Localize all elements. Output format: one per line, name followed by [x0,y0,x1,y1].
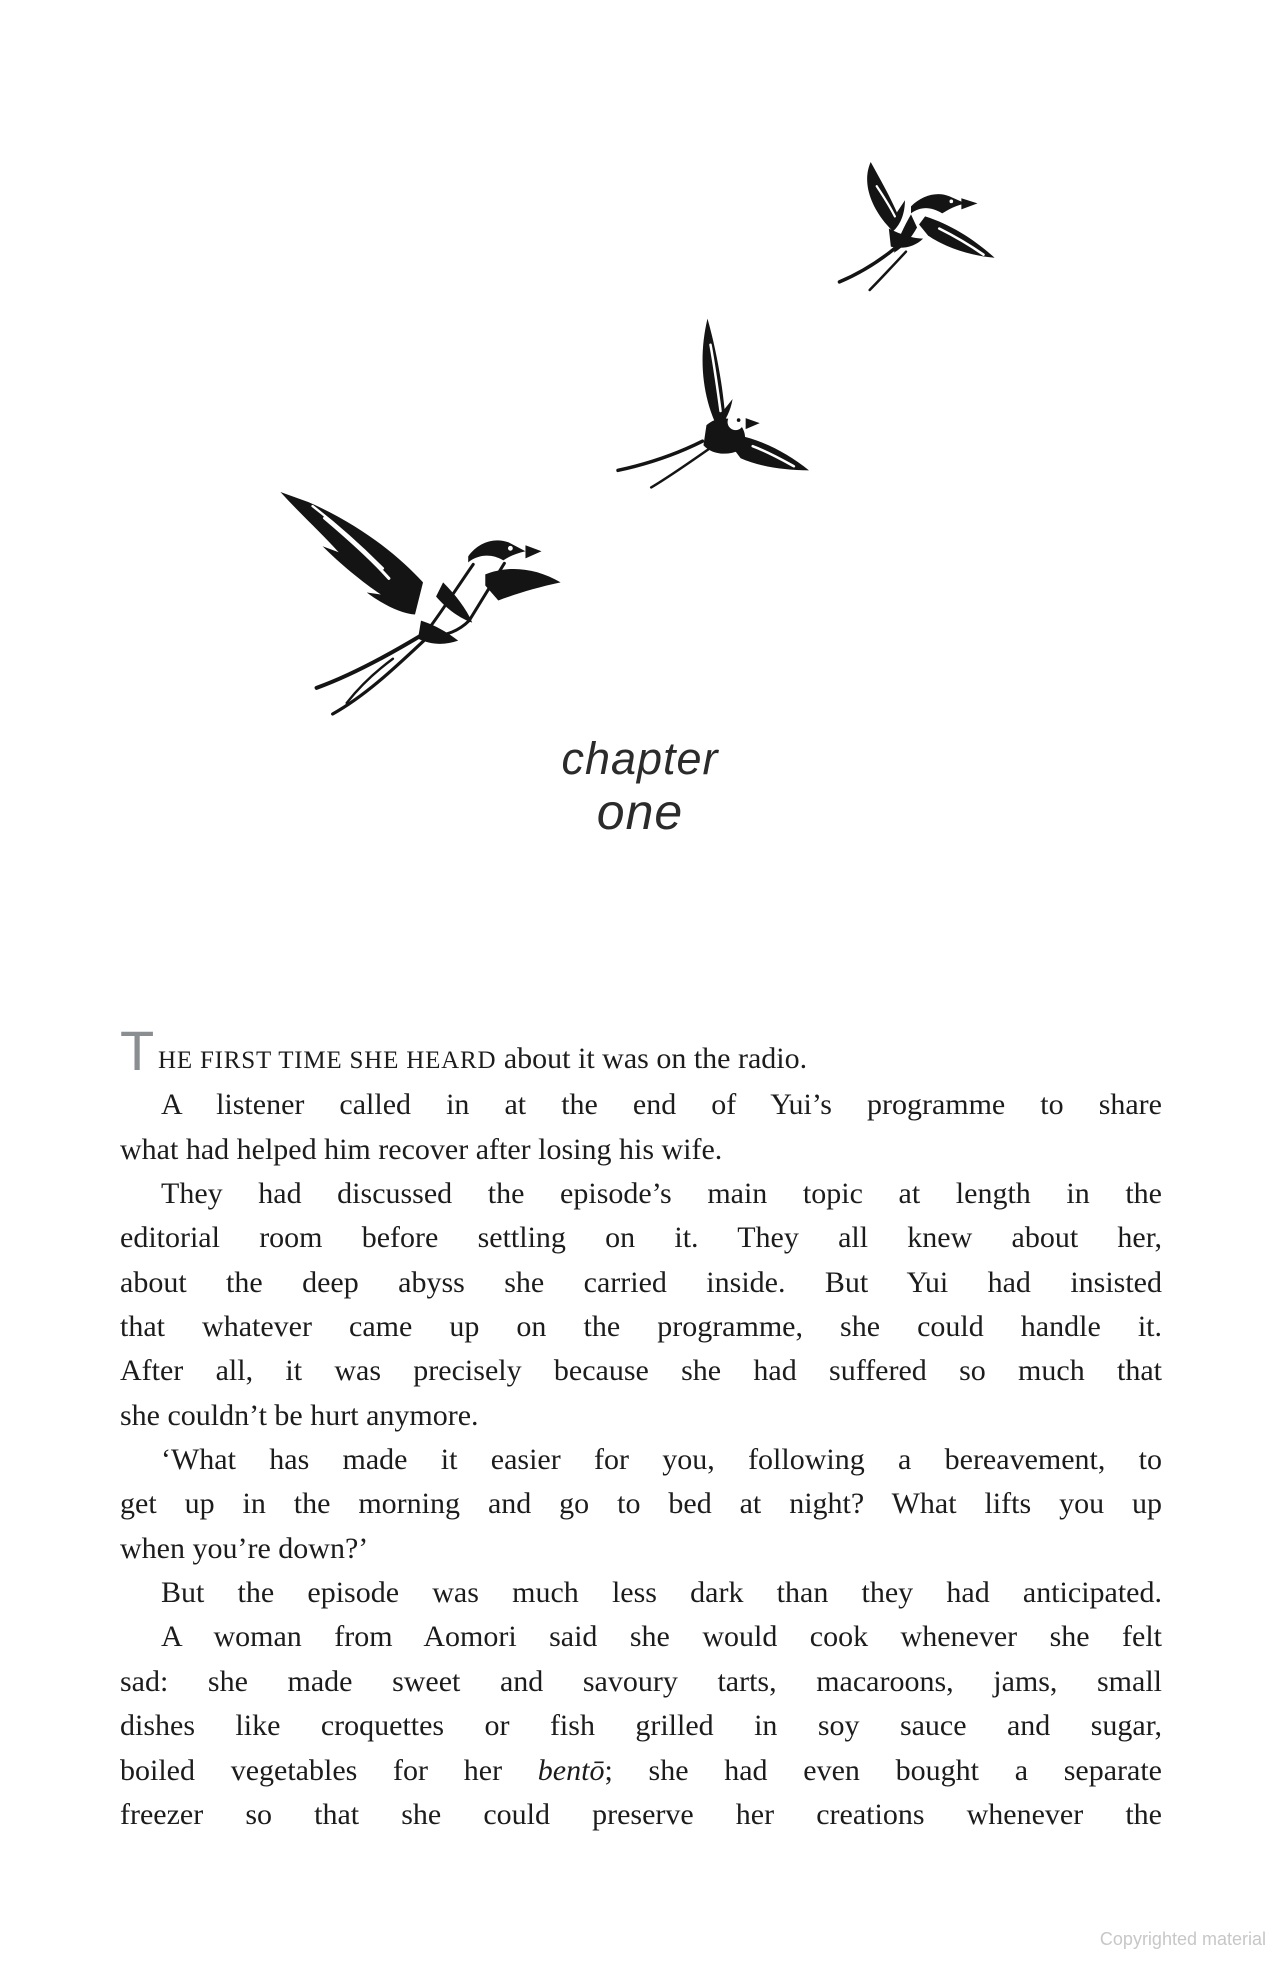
text-line: dishes like croquettes or fish grilled in soy sauce and sugar, [120,1709,1162,1743]
chapter-label: chapter [561,733,719,784]
swallow-icon [826,158,998,294]
text-line: get up in the morning and go to bed at night? What lifts you up [120,1487,1162,1521]
text-line: that whatever came up on the programme, she could handle it. [120,1310,1162,1344]
text-line: she couldn’t be hurt anymore. [120,1398,479,1432]
drop-cap: T [120,1019,155,1082]
text-line [120,1749,1162,1793]
text-line: They had discussed the episode’s main topic at length in the [161,1177,1162,1211]
line-text: boiled vegetables for her [120,1753,538,1787]
body-text [120,1019,1162,1837]
swallow-icon [272,482,564,718]
chapter-heading [0,733,1280,841]
text-line: when you’re down?’ [120,1531,369,1565]
copyright-watermark: Copyrighted material [1099,1929,1266,1949]
text-line [120,1019,1162,1083]
swallow-icon [610,312,816,494]
text-line: editorial room before settling on it. They all knew about her, [120,1221,1162,1255]
text-line: about the deep abyss she carried inside. But Yui had insisted [120,1265,1162,1299]
italic-word: bentō [537,1753,605,1787]
text-line: A woman from Aomori said she would cook whenever she felt [161,1620,1162,1654]
line-text: ; she had even bought a separate [604,1753,1162,1787]
text-line: After all, it was precisely because she had suffered so much that [120,1354,1162,1388]
text-line: sad: she made sweet and savoury tarts, macaroons, jams, small [120,1664,1162,1698]
text-line: freezer so that she could preserve her creations whenever the [120,1797,1162,1831]
small-caps-text: HE FIRST TIME SHE HEARD [158,1047,497,1074]
text-line: A listener called in at the end of Yui’s programme to share [161,1088,1162,1122]
line-text: about it was on the radio. [496,1042,808,1075]
text-line: what had helped him recover after losing his wife. [120,1132,723,1166]
chapter-number: one [596,784,684,840]
text-line: ‘What has made it easier for you, following a bereavement, to [161,1443,1162,1477]
text-line: But the episode was much less dark than they had anticipated. [161,1576,1162,1610]
